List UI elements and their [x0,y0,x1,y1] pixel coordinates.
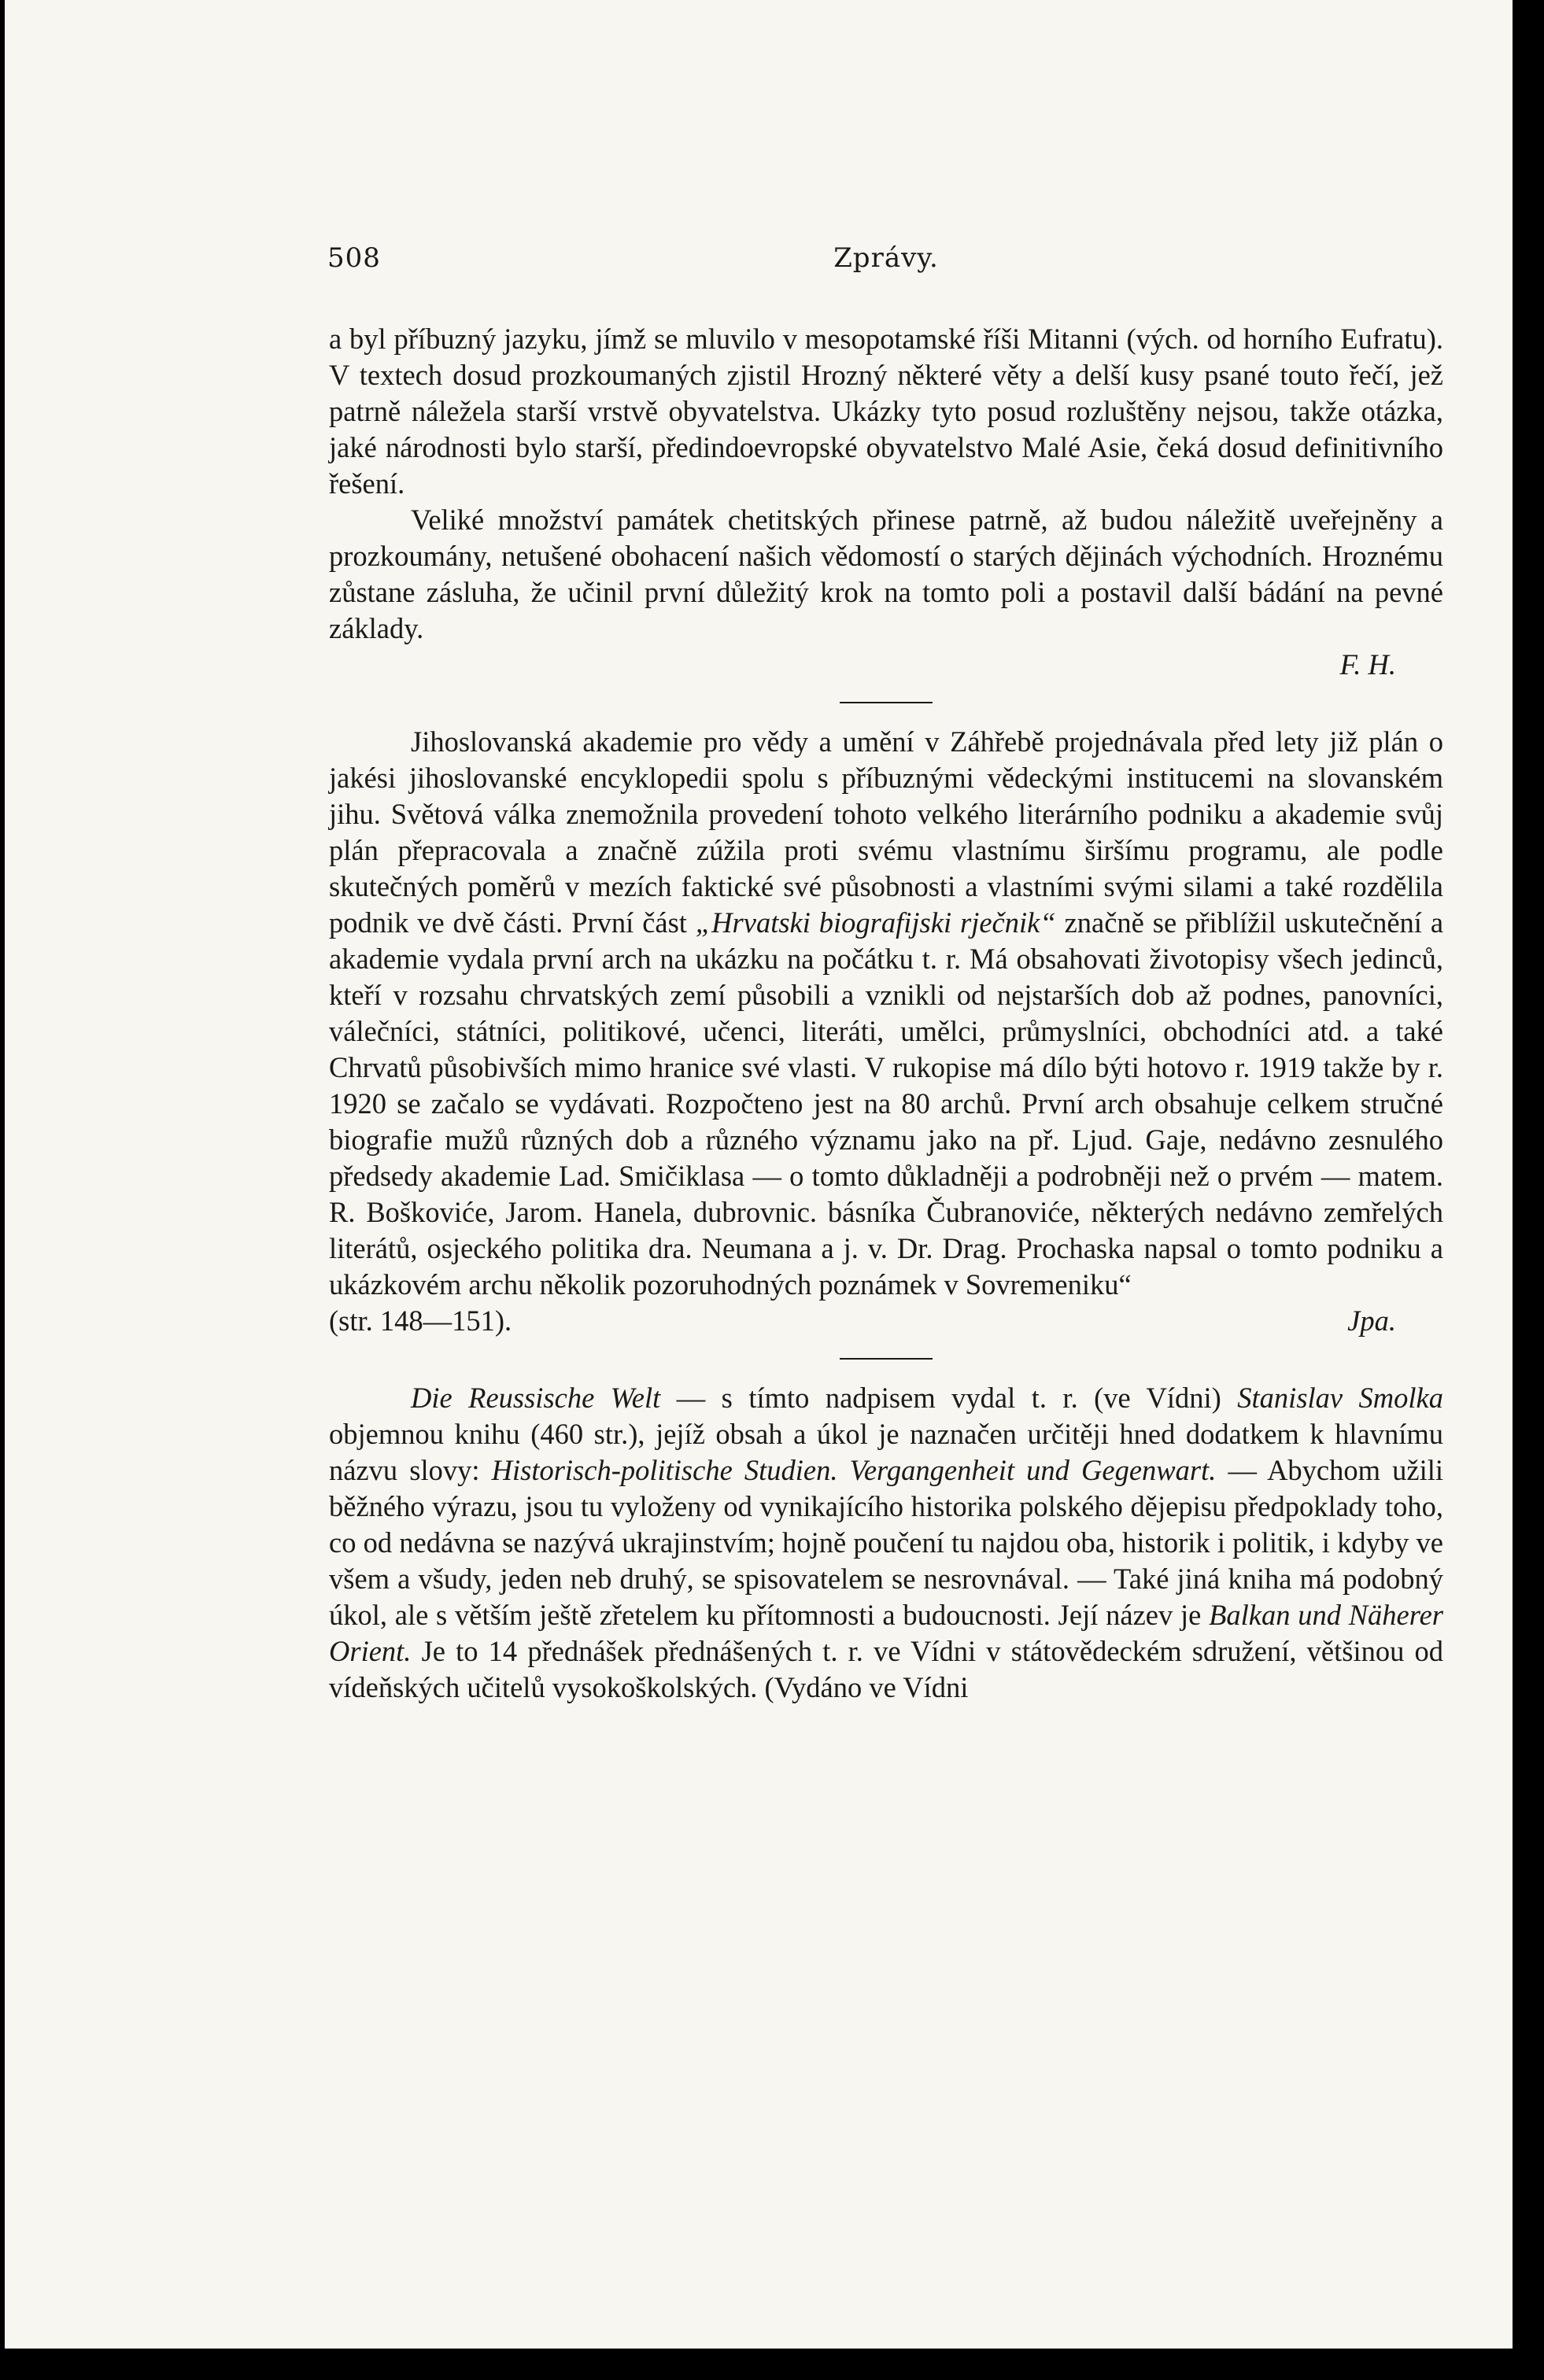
article2-text-before-title: Jihoslovanská akademie pro vědy a umění v Záhřebě projednávala před lety již plán o jakési jihoslovanské encyklopedii spolu s příbuznými vědeckými institucemi na slovanském jihu. Světová válka znemožnila provedení tohoto velkého literárního podniku a akademie svůj plán přepracovala a značně zúžila proti svému vlastnímu širšímu programu, ale podle skutečných poměrů v mezích faktické své působnosti a vlastními svými silami a také rozdělila podnik ve dvě části. První část [329,725,1443,939]
section-divider-1 [840,702,933,703]
article3-segment-2: objemnou knihu (460 str.), jejíž obsah a úkol je naznačen určitěji hned dodatkem k hlavnímu názvu slovy: [329,1418,1443,1486]
article2-last-line [329,1303,1443,1339]
scanned-page [5,0,1513,2349]
article1-paragraph-2: Veliké množství památek chetitských přinese patrně, až budou náležitě uveřejněny a prozkoumány, netušené obohacení našich vědomostí o starých dějinách východních. Hroznému zůstane zásluha, že učinil první důležitý krok na tomto poli a postavil další bádání na pevné základy. [329,504,1443,644]
article3-book-title: Die Reussische Welt [411,1382,661,1414]
article3-author: Stanislav Smolka [1237,1382,1444,1414]
article3-segment-4: Je to 14 přednášek přednášených t. r. ve Vídni v státovědeckém sdružení, většinou od vídeňských učitelů vysokoškolských. (Vydáno ve Vídni [329,1635,1443,1703]
article3-segment-1: — s tímto nadpisem vydal t. r. (ve Vídni) [676,1382,1221,1414]
page-body [329,321,1443,1706]
article3-book2-title: Balkan und Näherer Orient. [329,1599,1443,1667]
article1-signature: F. H. [1339,648,1396,681]
article3-paragraph [329,1380,1443,1706]
article2-signature: Jpa. [1347,1304,1396,1337]
article3-subtitle: Historisch-politische Studien. Vergangenheit und Gegenwart. [491,1454,1217,1486]
article2-paragraph [329,724,1443,1303]
page-number: 508 [327,242,381,274]
section-divider-2 [840,1358,933,1360]
article2-page-reference: (str. 148—151). [329,1304,512,1337]
article2-book-title: „Hrvatski biografijski rječnik“ [695,906,1056,939]
article3-segment-3: — Abychom užili běžného výrazu, jsou tu vyloženy od vynikajícího historika polského dějepisu předpoklady toho, co od nedávna se nazývá ukrajinstvím; hojně poučení tu najdou oba, historik i politik, i kdyby ve všem a všudy, jeden neb druhý, se spisovatelem se nesrovnával. — Také jiná kniha má podobný úkol, ale s větším ještě zřetelem ku přítomnosti a budoucnosti. Její název je [329,1454,1444,1631]
page-header [327,242,1445,290]
article2-text-after-title: značně se přiblížil uskutečnění a akademie vydala první arch na ukázku na počátku t. r. Má obsahovati životopisy všech jedinců, kteří v rozsahu chrvatských zemí působili a vznikli od nejstarších dob až podnes, panovníci, válečníci, státníci, politikové, učenci, literáti, umělci, průmyslníci, obchodníci atd. a také Chrvatů působivších mimo hranice své vlasti. V rukopise má dílo býti hotovo r. 1919 takže by r. 1920 se začalo se vydávati. Rozpočteno jest na 80 archů. První arch obsahuje celkem stručné biografie mužů různých dob a různého významu jako na př. Ljud. Gaje, nedávno zesnulého předsedy akademie Lad. Smičiklasa — o tomto důkladněji a podrobněji než o prvém — matem. R. Boškoviće, Jarom. Hanela, dubrovnic. básníka Čubranoviće, některých nedávno zemřelých literátů, osjeckého politika dra. Neumana a j. v. Dr. Drag. Prochaska napsal o tomto podniku a ukázkovém archu několik pozoruhodných poznámek v Sovremeniku“ [329,906,1444,1301]
article1-paragraph-1: a byl příbuzný jazyku, jímž se mluvilo v mesopotamské říši Mitanni (vých. od horního Eufratu). V textech dosud prozkoumaných zjistil Hrozný některé věty a delší kusy psané touto řečí, jež patrně náležela starší vrstvě obyvatelstva. Ukázky tyto posud rozluštěny nejsou, takže otázka, jaké národnosti bylo starší, předindoevropské obyvatelstvo Malé Asie, čeká dosud definitivního řešení. [329,323,1443,500]
running-title: Zprávy. [833,242,939,274]
